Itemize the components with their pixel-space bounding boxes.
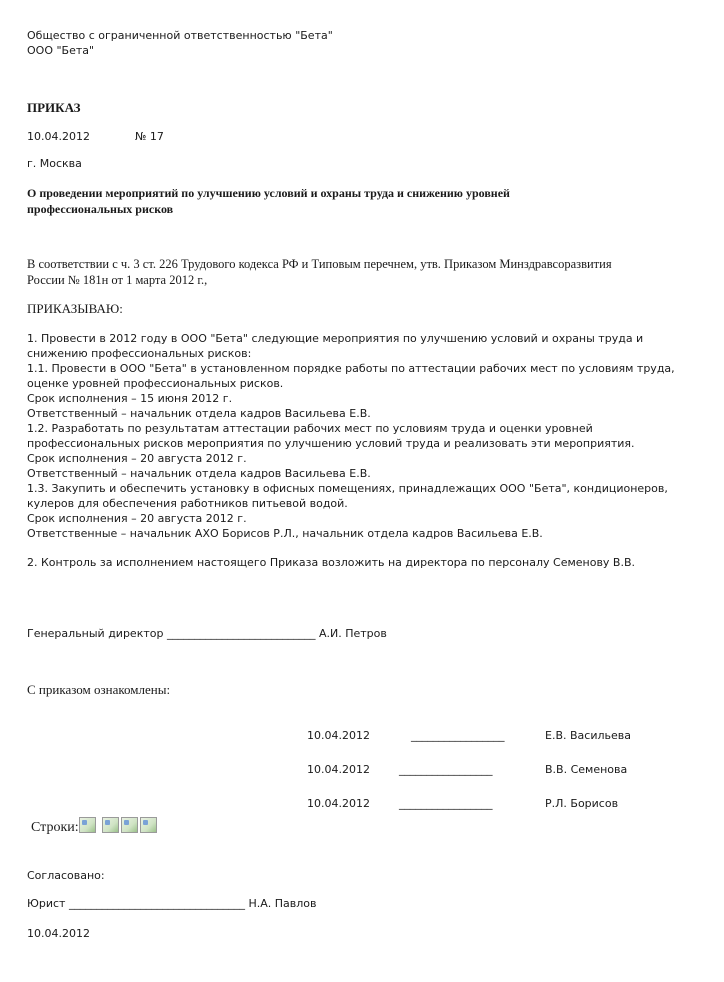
preamble-line1: В соответствии с ч. 3 ст. 226 Трудового кодекса РФ и Типовым перечнем, утв. Приказом Минздравсоразвития: [27, 257, 612, 271]
body-line: 1. Провести в 2012 году в ООО "Бета" следующие мероприятия по улучшению условий и охраны труда и: [27, 332, 644, 345]
body-line: Срок исполнения – 20 августа 2012 г.: [27, 452, 247, 465]
body-line: Ответственный – начальник отдела кадров Васильева Е.В.: [27, 467, 371, 480]
order-date: 10.04.2012: [27, 130, 90, 143]
broken-image-icon: [140, 817, 157, 833]
body-line: Срок исполнения – 15 июня 2012 г.: [27, 392, 233, 405]
broken-image-icon: [79, 817, 96, 833]
approval-label: Согласовано:: [27, 869, 105, 882]
body-line: 1.3. Закупить и обеспечить установку в офисных помещениях, принадлежащих ООО "Бета", кондиционеров,: [27, 482, 668, 495]
org-full-name: Общество с ограниченной ответственностью "Бета": [27, 29, 333, 42]
body-line: профессиональных рисков мероприятия по улучшению условий труда и реализовать эти мероприятия.: [27, 437, 635, 450]
ack-row-date: 10.04.2012: [307, 763, 370, 776]
ack-row-date: 10.04.2012: [307, 797, 370, 810]
body-line: Ответственные – начальник АХО Борисов Р.Л., начальник отдела кадров Васильева Е.В.: [27, 527, 543, 540]
director-signature-line: ___________________________: [166, 627, 316, 640]
stroki-label: Строки:: [31, 820, 79, 835]
order-body: [27, 331, 675, 541]
order-subject-line1: О проведении мероприятий по улучшению условий и охраны труда и снижению уровней: [27, 186, 510, 200]
acquainted-label: С приказом ознакомлены:: [27, 682, 171, 697]
lawyer-position: Юрист: [27, 897, 66, 910]
lawyer-name: Н.А. Павлов: [248, 897, 317, 910]
ack-row-line: _________________: [411, 729, 505, 742]
order-number: № 17: [135, 130, 164, 143]
body-line: Срок исполнения – 20 августа 2012 г.: [27, 512, 247, 525]
lawyer-signature: [27, 896, 317, 911]
director-position: Генеральный директор: [27, 627, 164, 640]
order-city: г. Москва: [27, 157, 82, 170]
lawyer-signature-line: ________________________________: [68, 897, 245, 910]
ack-row-line: _________________: [399, 763, 493, 776]
director-name: А.И. Петров: [318, 627, 387, 640]
ack-row-line: _________________: [399, 797, 493, 810]
broken-image-icon: [121, 817, 138, 833]
broken-image-icon: [102, 817, 119, 833]
order-subject: [27, 185, 510, 217]
control-clause: 2. Контроль за исполнением настоящего Приказа возложить на директора по персоналу Семенову В.В.: [27, 556, 636, 569]
order-subject-line2: профессиональных рисков: [27, 202, 174, 216]
stroki-row: [31, 817, 159, 837]
ack-row-name: В.В. Семенова: [545, 763, 628, 776]
body-line: Ответственный – начальник отдела кадров Васильева Е.В.: [27, 407, 371, 420]
body-line: оценке уровней профессиональных рисков.: [27, 377, 284, 390]
order-heading: ПРИКАЗ: [27, 100, 81, 115]
preamble: [27, 256, 612, 288]
ack-row-name: Е.В. Васильева: [545, 729, 631, 742]
body-line: кулеров для обеспечения работников питьевой водой.: [27, 497, 348, 510]
org-short-name: ООО "Бета": [27, 44, 95, 57]
preamble-line2: России № 181н от 1 марта 2012 г.,: [27, 273, 208, 287]
body-line: 1.1. Провести в ООО "Бета" в установленном порядке работы по аттестации рабочих мест по условиям труда,: [27, 362, 675, 375]
body-line: снижению профессиональных рисков:: [27, 347, 252, 360]
ack-row-date: 10.04.2012: [307, 729, 370, 742]
body-line: 1.2. Разработать по результатам аттестации рабочих мест по условиям труда и оценки уровней: [27, 422, 593, 435]
director-signature: [27, 626, 387, 641]
order-word: ПРИКАЗЫВАЮ:: [27, 301, 123, 316]
approval-date: 10.04.2012: [27, 927, 90, 940]
ack-row-name: Р.Л. Борисов: [545, 797, 619, 810]
